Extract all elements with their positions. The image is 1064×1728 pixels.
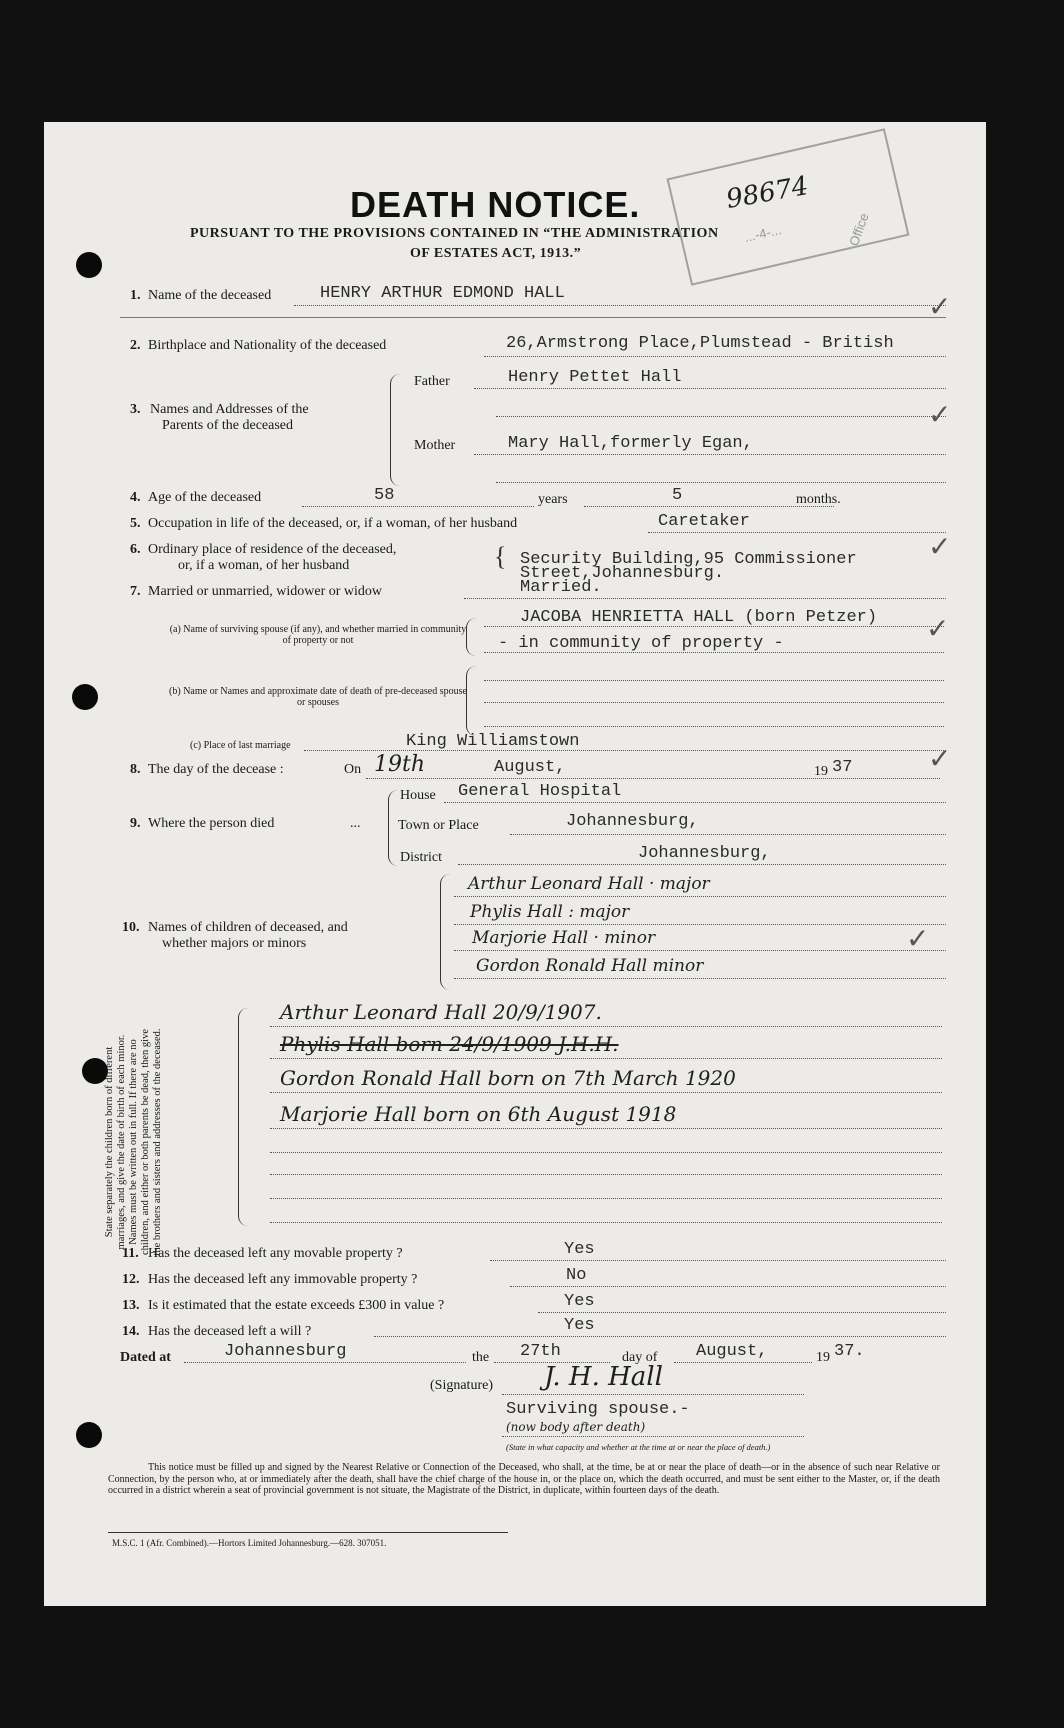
town-label: Town or Place: [398, 818, 479, 833]
item-9-label: Where the person died: [148, 816, 275, 831]
movable-property-value: Yes: [564, 1240, 595, 1259]
item-5-label: Occupation in life of the deceased, or, if a woman, of her husband: [148, 516, 518, 531]
district-label: District: [400, 850, 442, 865]
item-10-number: 10.: [122, 920, 140, 935]
item-14-label: Has the deceased left a will ?: [148, 1324, 312, 1339]
item-14-number: 14.: [122, 1324, 140, 1339]
dated-day-of: day of: [622, 1350, 658, 1365]
item-4-number: 4.: [130, 490, 141, 505]
item-9-number: 9.: [130, 816, 141, 831]
town-value: Johannesburg,: [566, 812, 699, 831]
death-year: 37: [832, 758, 853, 777]
signatory-capacity: Surviving spouse.-: [506, 1400, 690, 1419]
item-3-label-2: Parents of the deceased: [162, 418, 293, 433]
will-value: Yes: [564, 1316, 595, 1335]
item-13-number: 13.: [122, 1298, 140, 1313]
punch-hole: [76, 1422, 102, 1448]
birth-line-3: Gordon Ronald Hall born on 7th March 1920: [280, 1066, 736, 1090]
house-label: House: [400, 788, 436, 803]
item-8-label: The day of the decease :: [148, 762, 284, 777]
check-mark: ✓: [928, 742, 952, 775]
item-7c-label: (c) Place of last marriage: [190, 740, 291, 751]
item-8-on: On: [344, 762, 362, 777]
child-2: Phylis Hall : major: [470, 902, 630, 922]
occupation-value: Caretaker: [658, 512, 750, 531]
dated-label: Dated at: [120, 1350, 171, 1365]
footer-notice: This notice must be filled up and signed by the Nearest Relative or Connection of the Deceased, who shall, at the time, be at or near the place of death—or in the absence of such near Relative or Connection, by the person who, at or immediately after the death, shall have the chief charge of the house in, or the place on, which the death occurred, and must be sent either to the Master, or, if the death occurred in a district wherein a seat of provincial government is not situate, the Magistrate of the District, in duplicate, within fourteen days of the death.: [108, 1462, 940, 1496]
stamp-text: ...-4-...: [742, 221, 783, 246]
birth-line-2: Phylis Hall born 24/9/1909 J.H.H.: [280, 1032, 619, 1056]
mother-label: Mother: [414, 438, 456, 453]
child-1: Arthur Leonard Hall · major: [468, 874, 710, 894]
signature-hint: (State in what capacity and whether at the time at or near the place of death.): [506, 1442, 771, 1452]
item-11-label: Has the deceased left any movable property ?: [148, 1246, 403, 1261]
months-label: months.: [796, 492, 841, 507]
item-1-number: 1.: [130, 288, 141, 303]
dated-the: the: [472, 1350, 490, 1365]
death-day: 19th: [374, 752, 426, 777]
item-10-label-2: whether majors or minors: [162, 936, 307, 951]
father-name: Henry Pettet Hall: [508, 368, 682, 387]
signatory-capacity-note: (now body after death): [506, 1420, 646, 1434]
item-11-number: 11.: [122, 1246, 139, 1261]
check-mark: ✓: [928, 398, 952, 431]
deceased-name: HENRY ARTHUR EDMOND HALL: [320, 284, 565, 303]
dated-year: 37.: [834, 1342, 865, 1361]
father-label: Father: [414, 374, 450, 389]
item-2-label: Birthplace and Nationality of the deceased: [148, 338, 387, 353]
birth-line-4: Marjorie Hall born on 6th August 1918: [280, 1102, 677, 1126]
child-4: Gordon Ronald Hall minor: [476, 956, 704, 976]
item-13-label: Is it estimated that the estate exceeds £300 in value ?: [148, 1298, 445, 1313]
page-title: DEATH NOTICE.: [350, 184, 641, 225]
mother-name: Mary Hall,formerly Egan,: [508, 434, 753, 453]
estate-exceeds-value: Yes: [564, 1292, 595, 1311]
item-3-number: 3.: [130, 402, 141, 417]
stamp-corner: Office: [846, 211, 872, 248]
death-month: August,: [494, 758, 566, 777]
birth-line-1: Arthur Leonard Hall 20/9/1907.: [280, 1000, 602, 1024]
dated-year-prefix: 19: [816, 1350, 830, 1365]
item-7-number: 7.: [130, 584, 141, 599]
dated-place: Johannesburg: [224, 1342, 347, 1361]
item-7b-label: (b) Name or Names and approximate date of death of pre-deceased spouse or spouses: [169, 686, 467, 708]
dated-month: August,: [696, 1342, 768, 1361]
item-9-ellipsis: ...: [350, 816, 361, 831]
side-note: State separately the children born of different marriages, and give the date of birth of each minor. Names must be written out in full. If there are no children, and either or both parents be dead, then give the brothers and sisters and addresses of the deceased.: [104, 1028, 163, 1256]
item-7-label: Married or unmarried, widower or widow: [148, 584, 383, 599]
spouse-name: JACOBA HENRIETTA HALL (born Petzer): [520, 608, 878, 627]
printer-line: M.S.C. 1 (Afr. Combined).—Hortors Limited Johannesburg.—628. 307051.: [112, 1538, 387, 1548]
marital-status: Married.: [520, 578, 602, 597]
signature: J. H. Hall: [544, 1362, 663, 1392]
dated-day: 27th: [520, 1342, 561, 1361]
immovable-property-value: No: [566, 1266, 587, 1285]
house-value: General Hospital: [458, 782, 622, 801]
item-6-number: 6.: [130, 542, 141, 557]
stamp-number: 98674: [724, 171, 811, 215]
birthplace-value: 26,Armstrong Place,Plumstead - British: [506, 334, 894, 353]
residence-line-1: Security Building,95 Commissioner: [520, 550, 857, 569]
age-months: 5: [672, 486, 683, 505]
check-mark: ✓: [906, 922, 930, 955]
item-2-number: 2.: [130, 338, 141, 353]
subtitle-line-2: OF ESTATES ACT, 1913.”: [410, 246, 582, 261]
item-5-number: 5.: [130, 516, 141, 531]
check-mark: ✓: [928, 530, 952, 563]
check-mark: ✓: [926, 612, 950, 645]
item-6-label-1: Ordinary place of residence of the deceased,: [148, 542, 397, 557]
office-stamp: [666, 128, 909, 286]
punch-hole: [76, 252, 102, 278]
item-6-label-2: or, if a woman, of her husband: [178, 558, 350, 573]
item-12-label: Has the deceased left any immovable property ?: [148, 1272, 418, 1287]
subtitle-line-1: PURSUANT TO THE PROVISIONS CONTAINED IN “THE ADMINISTRATION: [190, 226, 719, 241]
age-years: 58: [374, 486, 395, 505]
district-value: Johannesburg,: [638, 844, 771, 863]
item-4-label: Age of the deceased: [148, 490, 262, 505]
child-3: Marjorie Hall · minor: [472, 928, 656, 948]
item-8-number: 8.: [130, 762, 141, 777]
item-3-label-1: Names and Addresses of the: [150, 402, 309, 417]
punch-hole: [72, 684, 98, 710]
years-label: years: [538, 492, 568, 507]
item-1-label: Name of the deceased: [148, 288, 272, 303]
death-year-prefix: 19: [814, 764, 828, 779]
item-7a-label: (a) Name of surviving spouse (if any), and whether married in community of property or not: [169, 624, 467, 646]
residence-line-2: Street,Johannesburg.: [520, 564, 725, 583]
check-mark: ✓: [928, 290, 952, 323]
item-10-label-1: Names of children of deceased, and: [148, 920, 348, 935]
document-page: DEATH NOTICE. PURSUANT TO THE PROVISIONS CONTAINED IN “THE ADMINISTRATION OF ESTATES ACT, 1913.” 98674 ...-4-... Office 1. Name of the deceased HENRY ARTHUR EDMOND HALL ✓ 2. Birthplace and Nationality of the deceased 26,Armstrong Place,Plumstead - British 3. Names and Addresses of the Parents of the deceased Father Henry Pettet Hall ✓ Mother Mary Hall,formerly Egan, 4. Age of the deceased 58 years 5 months. 5. Occupation in life of the deceased, or, if a woman, of her husband Caretaker 6. Ordinary place of residence of the deceased, or, if a woman, of her husband { Security Building,95 Commissioner Street,Johannesburg. ✓ 7. Married or unmarried, widower or widow Married. (a) Name of surviving spouse (if any), and whether married in community of property or not JACOBA HENRIETTA HALL (born Petzer) - in community of property - ✓ (b) Name or Names and approximate date of death of pre-deceased spouse or spouses (c) Place of last marriage King Williamstown 8. The day of the decease : On 19th August, 19 37 ✓ House General Hospital 9. Where the person died ... Town or Place Johannesburg, District Johannesburg, Arthur Leonard Hall · major Phylis Hall : major 10. Names of children of deceased, and whether majors or minors Marjorie Hall · minor Gordon Ronald Hall minor ✓ State separately the children born of different marriages, and give the date of birth of each minor. Names must be written out in full. If there are no children, and either or both parents be dead, then give the brothers and sisters and addresses of the deceased. Arthur Leonard Hall 20/9/1907. Phylis Hall born 24/9/1909 J.H.H. Gordon Ronald Hall born on 7th March 1920 Marjorie Hall born on 6th August 1918 11. Has the deceased left any movable property ? Yes 12. Has the deceased left any immovable property ? No 13. Is it estimated that the estate exceeds £300 in value ? Yes 14. Has the deceased left a will ? Yes Dated at Johannesburg the 27th day of August, 19 37. (Signature) J. H. Hall Surviving spouse.- (now body after death) (State in what capacity and whether at the time at or near the place of death.) This notice must be filled up and signed by the Nearest Relative or Connection of the Deceased, who shall, at the time, be at or near the place of death—or in the absence of such near Relative or Connection, by the person who, at or immediately after the death, shall have the chief charge of the house in, or the place on, which the death occurred, and must be sent either to the Master, or, if the death occurred in a district wherein a seat of provincial government is not situate, the Magistrate of the District, in duplicate, within fourteen days of the death. M.S.C. 1 (Afr. Combined).—Hortors Limited Johannesburg.—628. 307051.: [44, 122, 986, 1606]
marriage-place: King Williamstown: [406, 732, 580, 751]
signature-label: (Signature): [430, 1378, 493, 1393]
spouse-property-regime: - in community of property -: [498, 634, 784, 653]
item-12-number: 12.: [122, 1272, 140, 1287]
